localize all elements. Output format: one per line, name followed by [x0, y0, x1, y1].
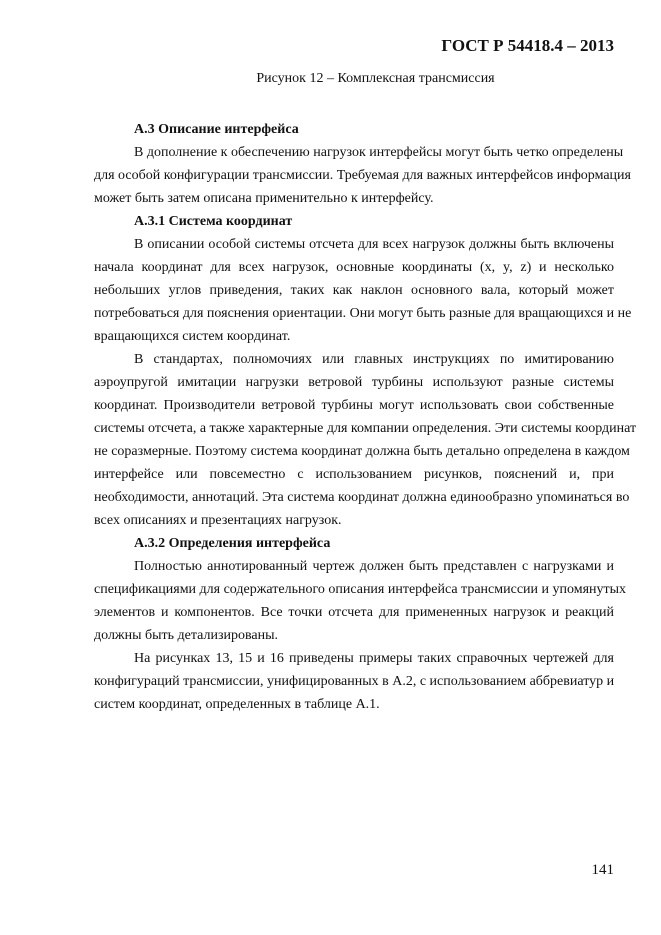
- section-heading: А.3.2 Определения интерфейса: [134, 536, 331, 551]
- text-line: Полностью аннотированный чертеж должен быть представлен с нагрузками и: [134, 559, 614, 574]
- text-line: начала координат для всех нагрузок, основные координаты (x, y, z) и несколько: [94, 260, 614, 275]
- text-line: необходимости, аннотаций. Эта система координат должна единообразно упоминаться во: [94, 490, 630, 505]
- text-line: системы отсчета, а также характерные для компании определения. Эти системы координат: [94, 421, 637, 436]
- text-line: вращающихся систем координат.: [94, 329, 291, 344]
- text-line: координат. Производители ветровой турбины могут использовать свои собственные: [94, 398, 614, 413]
- paragraph: [94, 233, 632, 348]
- text-line: не соразмерные. Поэтому система координат должна быть детально определена в каждом: [94, 444, 630, 459]
- text-line: должны быть детализированы.: [94, 628, 279, 643]
- paragraph: [94, 647, 614, 716]
- document-body: [94, 118, 637, 716]
- paragraph: [94, 555, 627, 647]
- section-heading: А.3 Описание интерфейса: [134, 122, 299, 137]
- text-line: В стандартах, полномочиях или главных инструкциях по имитированию: [134, 352, 614, 367]
- section-heading: А.3.1 Система координат: [134, 214, 293, 229]
- figure-caption: Рисунок 12 – Комплексная трансмиссия: [256, 71, 495, 86]
- document-header: ГОСТ Р 54418.4 – 2013: [441, 36, 614, 55]
- text-line: систем координат, определенных в таблице А.1.: [94, 697, 380, 712]
- text-line: спецификациями для содержательного описания интерфейса трансмиссии и упомянутых: [94, 582, 627, 597]
- text-line: для особой конфигурации трансмиссии. Требуемая для важных интерфейсов информация: [94, 168, 631, 183]
- text-line: потребоваться для пояснения ориентации. Они могут быть разные для вращающихся и не: [94, 306, 632, 321]
- paragraph: [94, 348, 637, 532]
- text-line: небольших углов приведения, таких как наклон основного вала, который может: [94, 283, 614, 298]
- text-line: может быть затем описана применительно к интерфейсу.: [94, 191, 434, 206]
- text-line: аэроупругой имитации нагрузки ветровой турбины используют разные системы: [94, 375, 614, 390]
- text-line: конфигураций трансмиссии, унифицированных в А.2, с использованием аббревиатур и: [94, 674, 615, 689]
- text-line: В описании особой системы отсчета для всех нагрузок должны быть включены: [134, 237, 614, 252]
- text-line: В дополнение к обеспечению нагрузок интерфейсы могут быть четко определены: [134, 145, 624, 160]
- page-number: 141: [591, 862, 614, 878]
- text-line: всех описаниях и презентациях нагрузок.: [94, 513, 342, 528]
- text-line: На рисунках 13, 15 и 16 приведены примеры таких справочных чертежей для: [134, 651, 614, 666]
- text-line: элементов и компонентов. Все точки отсчета для примененных нагрузок и реакций: [94, 605, 614, 620]
- text-line: интерфейсе или повсеместно с использованием рисунков, пояснений и, при: [94, 467, 614, 482]
- paragraph: [94, 141, 631, 210]
